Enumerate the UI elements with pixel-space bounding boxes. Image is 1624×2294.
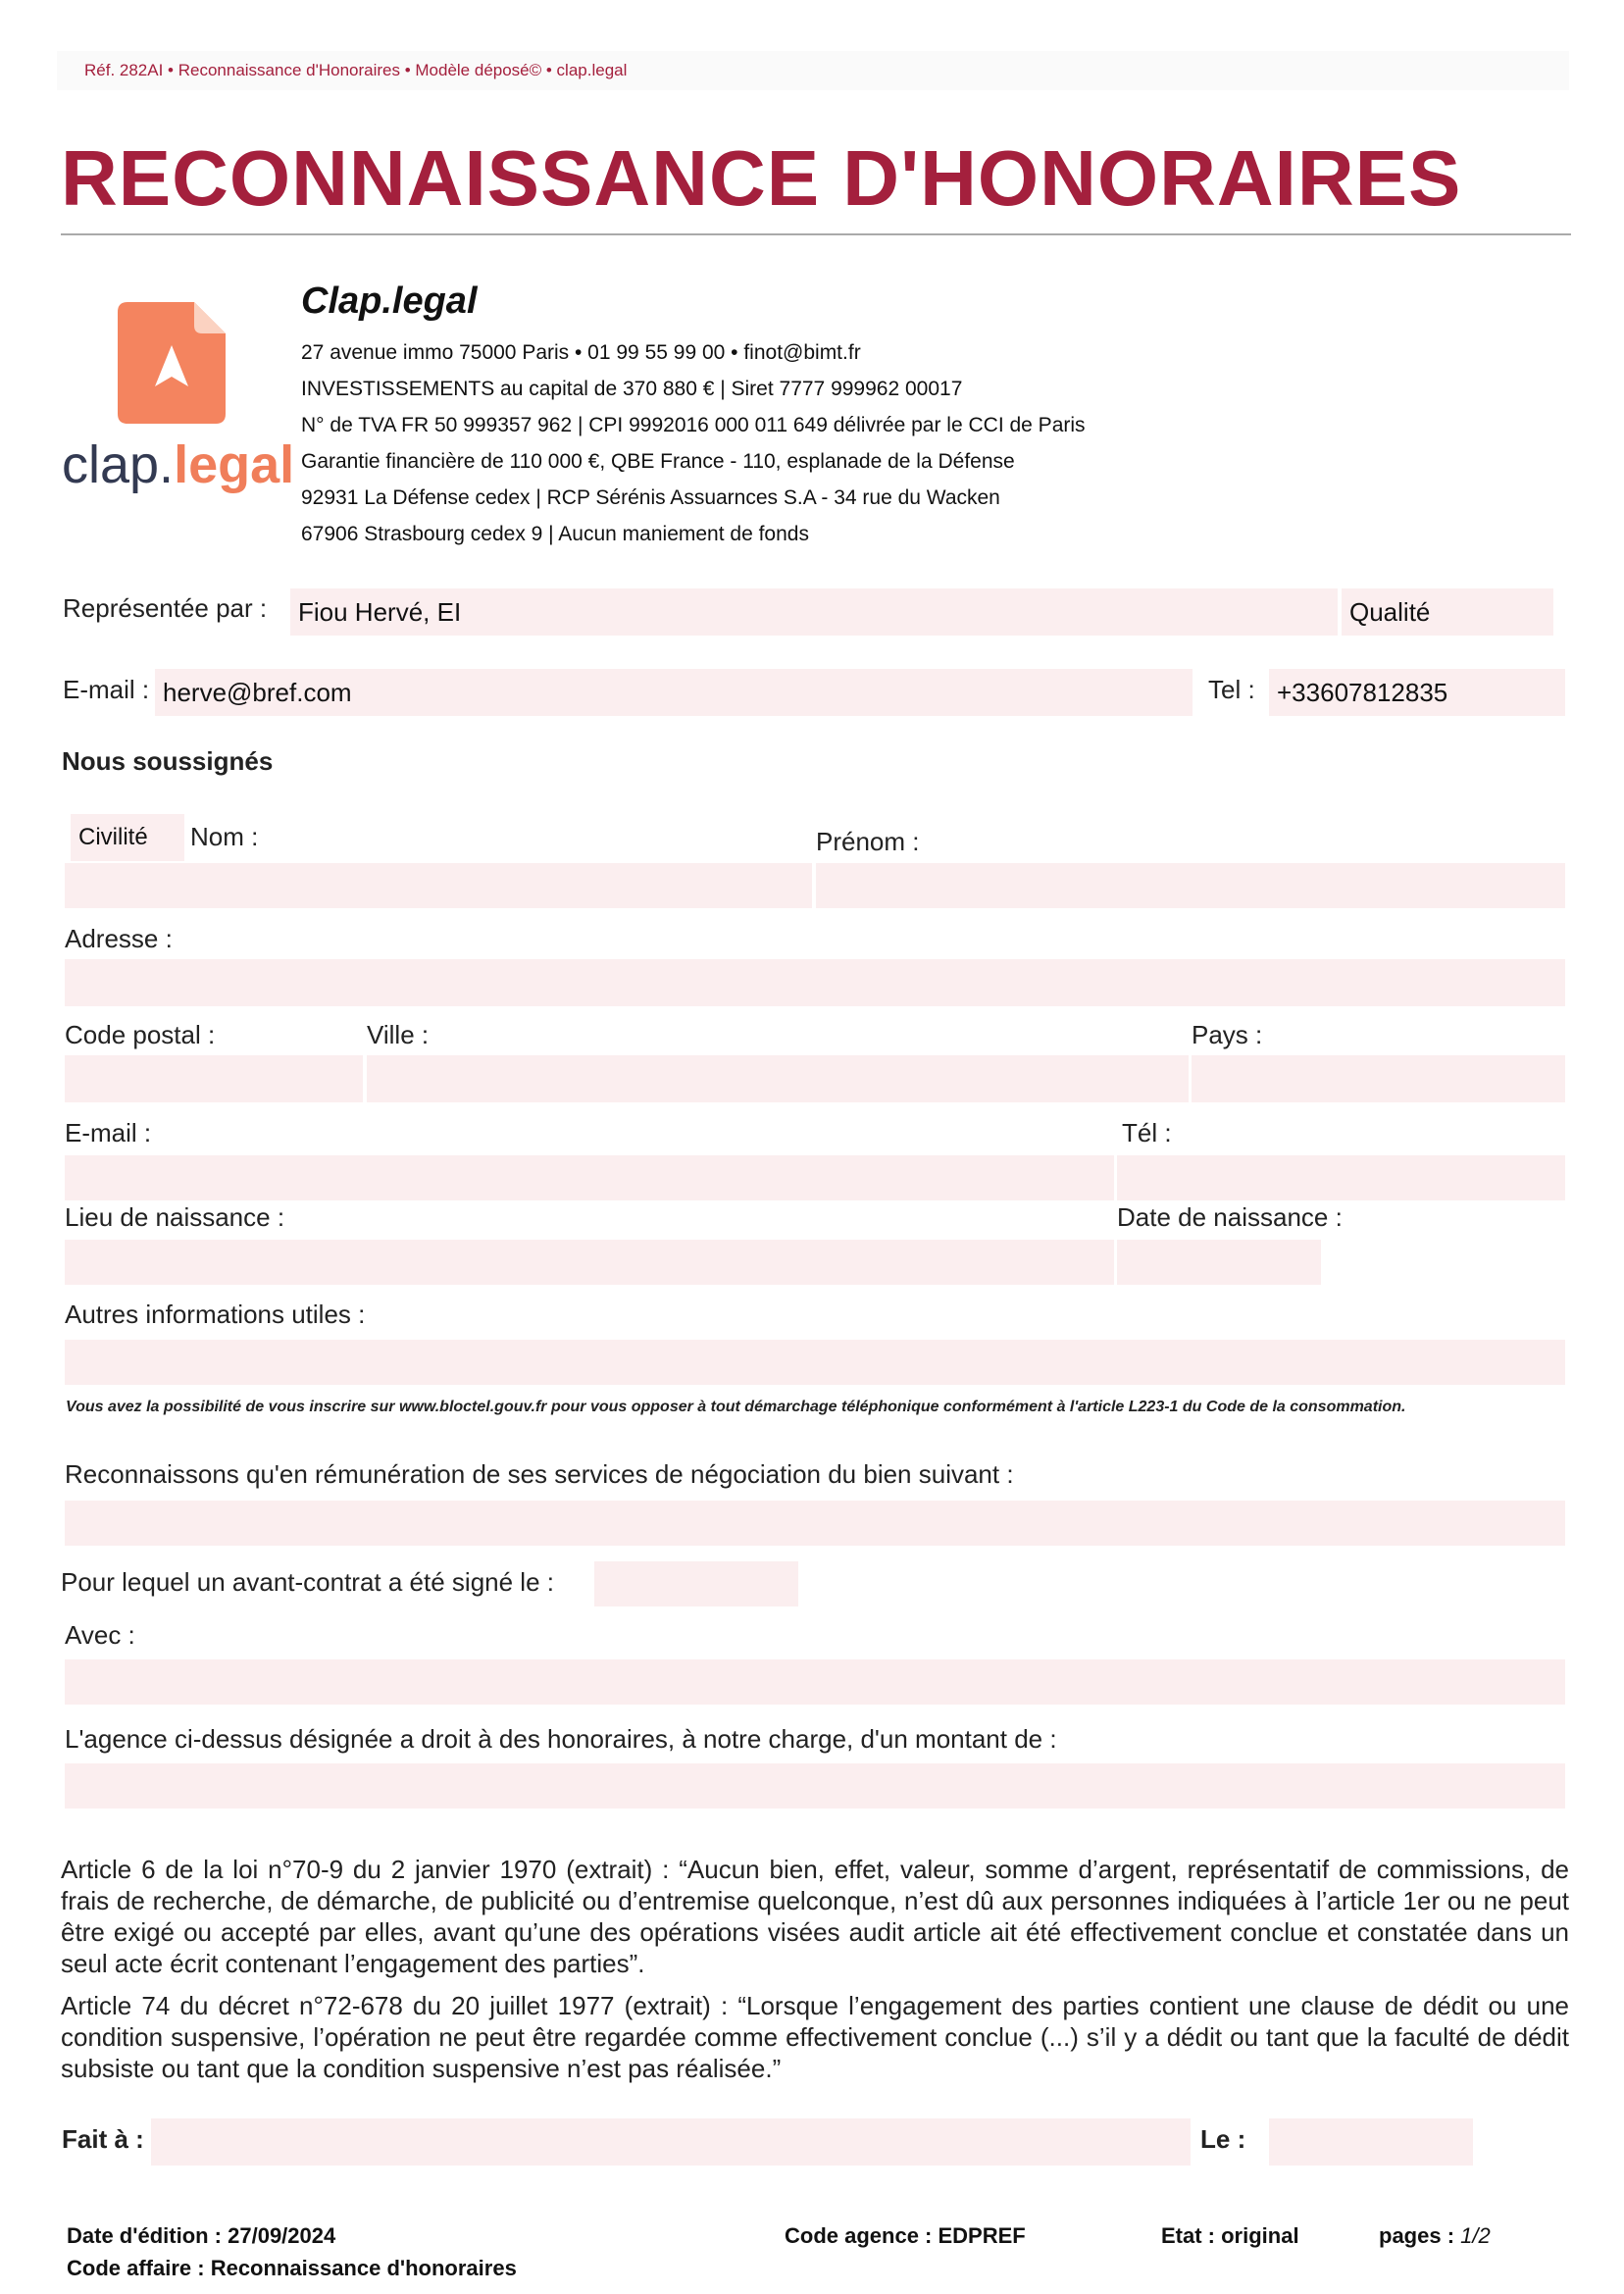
logo-wordmark: clap.legal xyxy=(62,435,295,494)
autres-field[interactable] xyxy=(65,1340,1565,1385)
date-naissance-label: Date de naissance : xyxy=(1117,1202,1343,1232)
signatories-heading: Nous soussignés xyxy=(62,746,274,776)
email-label: E-mail : xyxy=(65,1118,152,1147)
rep-tel-label: Tel : xyxy=(1208,675,1255,704)
article-74-text: Article 74 du décret n°72-678 du 20 juillet 1977 (extrait) : “Lorsque l’engagement des parties contient une clause de dédit ou une condition suspensive, l’opération ne peut être regardée comme effectivement conclue (...) s’il y a dédit ou tant que la faculté de dédit subsiste ou tant que la condition suspensive n’est pas réalisée.” xyxy=(61,1991,1569,2083)
title-divider xyxy=(61,233,1571,235)
represented-by-field[interactable]: Fiou Hervé, EI xyxy=(290,588,1338,636)
footer-pages: pages : 1/2 xyxy=(1379,2223,1491,2248)
tel-label: Tél : xyxy=(1122,1118,1172,1147)
company-line: INVESTISSEMENTS au capital de 370 880 € | Siret 7777 999962 00017 xyxy=(301,378,963,400)
nom-label: Nom : xyxy=(190,822,259,851)
nom-field[interactable] xyxy=(65,863,812,908)
company-name: Clap.legal xyxy=(301,280,478,322)
footer-code-agence: Code agence : EDPREF xyxy=(785,2223,1026,2248)
civility-select[interactable]: Civilité xyxy=(71,814,184,861)
tel-field[interactable] xyxy=(1117,1155,1565,1200)
company-line: 92931 La Défense cedex | RCP Sérénis Assuarnces S.A - 34 rue du Wacken xyxy=(301,486,1000,509)
ville-field[interactable] xyxy=(367,1055,1189,1102)
avant-contrat-label: Pour lequel un avant-contrat a été signé le : xyxy=(61,1567,554,1597)
quality-field[interactable]: Qualité xyxy=(1342,588,1553,636)
pays-label: Pays : xyxy=(1192,1020,1263,1049)
bloctel-notice: Vous avez la possibilité de vous inscrire sur www.bloctel.gouv.fr pour vous opposer à tout démarchage téléphonique conformément à l'article L223-1 du Code de la consommation. xyxy=(66,1399,1406,1415)
reconnaissons-label: Reconnaissons qu'en rémunération de ses services de négociation du bien suivant : xyxy=(65,1459,1014,1489)
rep-tel-field[interactable]: +33607812835 xyxy=(1269,669,1565,716)
adresse-field[interactable] xyxy=(65,959,1565,1006)
rep-email-label: E-mail : xyxy=(63,675,150,704)
lieu-naissance-label: Lieu de naissance : xyxy=(65,1202,285,1232)
page-title: RECONNAISSANCE D'HONORAIRES xyxy=(61,134,1462,222)
lieu-naissance-field[interactable] xyxy=(65,1240,1114,1285)
avant-contrat-date-field[interactable] xyxy=(594,1561,798,1606)
le-date-field[interactable] xyxy=(1269,2118,1473,2166)
rep-email-field[interactable]: herve@bref.com xyxy=(155,669,1193,716)
avec-field[interactable] xyxy=(65,1659,1565,1705)
prenom-label: Prénom : xyxy=(816,827,920,856)
autres-label: Autres informations utiles : xyxy=(65,1300,366,1329)
email-field[interactable] xyxy=(65,1155,1114,1200)
pays-field[interactable] xyxy=(1192,1055,1565,1102)
ville-label: Ville : xyxy=(367,1020,430,1049)
cp-field[interactable] xyxy=(65,1055,363,1102)
footer-etat: Etat : original xyxy=(1161,2223,1299,2248)
cp-label: Code postal : xyxy=(65,1020,216,1049)
honoraires-label: L'agence ci-dessus désignée a droit à des honoraires, à notre charge, d'un montant de : xyxy=(65,1724,1057,1754)
fait-a-field[interactable] xyxy=(151,2118,1191,2166)
article-6-text: Article 6 de la loi n°70-9 du 2 janvier 1970 (extrait) : “Aucun bien, effet, valeur, somme d’argent, représentatif de commissions, de frais de recherche, de démarche, de publicité ou d’entremise quelconque, n’est dû aux personnes indiquées à l’article 1er ou ne peut être exigé ou accepté par elles, avant qu’une des opérations visées audit article ait été effectivement conclue et constatée dans un seul acte écrit contenant l’engagement des parties”. xyxy=(61,1855,1569,1978)
prenom-field[interactable] xyxy=(816,863,1565,908)
le-label: Le : xyxy=(1200,2124,1246,2154)
date-naissance-field[interactable] xyxy=(1117,1240,1321,1285)
fait-a-label: Fait à : xyxy=(62,2124,144,2154)
bien-field[interactable] xyxy=(65,1501,1565,1546)
footer-date-edition: Date d'édition : 27/09/2024 xyxy=(67,2223,336,2248)
company-line: N° de TVA FR 50 999357 962 | CPI 9992016 000 011 649 délivrée par le CCI de Paris xyxy=(301,414,1086,436)
adresse-label: Adresse : xyxy=(65,924,173,953)
reference-line: Réf. 282AI • Reconnaissance d'Honoraires • Modèle déposé© • clap.legal xyxy=(84,61,628,79)
document-arrow-icon xyxy=(118,302,226,424)
company-line: 67906 Strasbourg cedex 9 | Aucun maniement de fonds xyxy=(301,523,809,545)
footer-code-affaire: Code affaire : Reconnaissance d'honoraires xyxy=(67,2256,517,2280)
represented-by-label: Représentée par : xyxy=(63,593,268,623)
company-line: Garantie financière de 110 000 €, QBE France - 110, esplanade de la Défense xyxy=(301,450,1015,473)
avec-label: Avec : xyxy=(65,1620,135,1650)
honoraires-field[interactable] xyxy=(65,1763,1565,1809)
company-line: 27 avenue immo 75000 Paris • 01 99 55 99 00 • finot@bimt.fr xyxy=(301,341,861,364)
